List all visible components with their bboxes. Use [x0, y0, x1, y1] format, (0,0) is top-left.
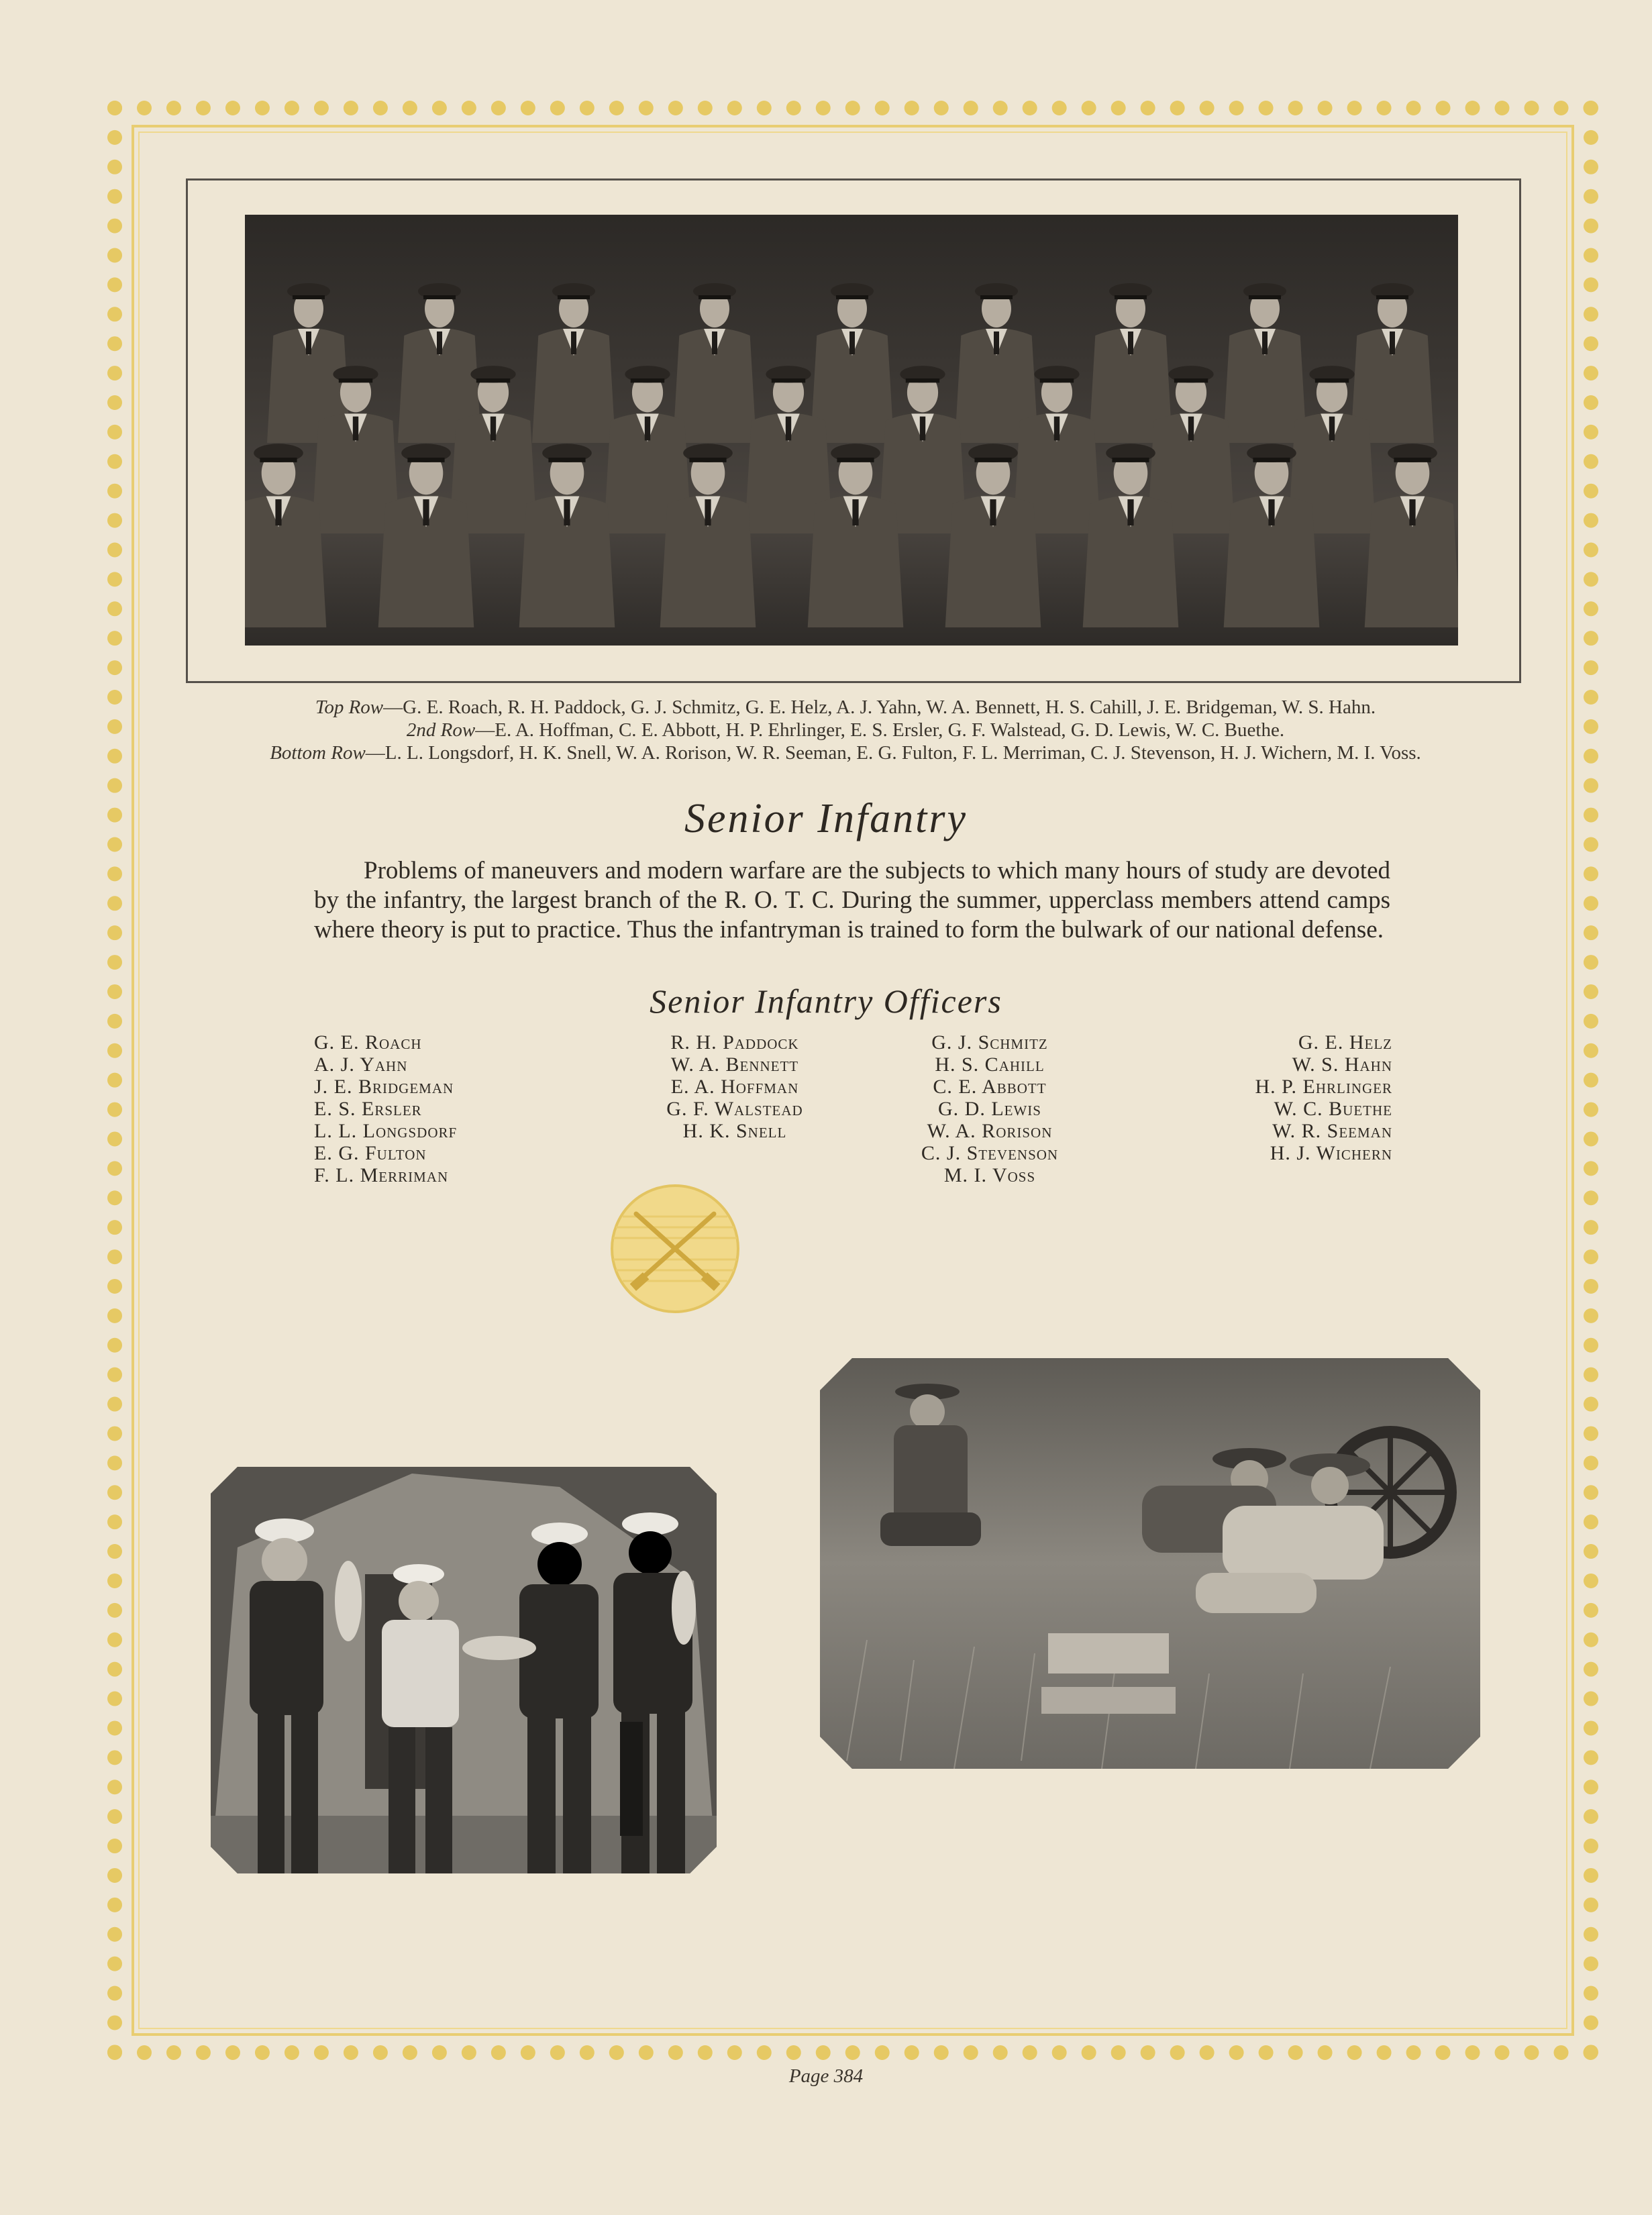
officer-name: W. R. Seeman	[1272, 1120, 1392, 1142]
officer-name: J. E. Bridgeman	[314, 1076, 454, 1098]
officer-name: L. L. Longsdorf	[314, 1120, 458, 1142]
vaccination-photo	[211, 1467, 717, 1873]
page-title: Senior Infantry	[684, 796, 968, 841]
group-photo-figures	[245, 215, 1458, 646]
officers-column-1	[314, 1031, 457, 1186]
officer-name: G. F. Walstead	[666, 1098, 803, 1120]
officer-name: G. E. Roach	[314, 1031, 422, 1053]
caption-top-row-label: Top Row	[315, 697, 384, 718]
officer-name: H. K. Snell	[682, 1120, 787, 1142]
cadet-figure	[532, 283, 615, 443]
officer-name: W. S. Hahn	[1292, 1053, 1392, 1076]
caption-bottom-row-label: Bottom Row	[270, 742, 366, 764]
caption-top-row-names: —G. E. Roach, R. H. Paddock, G. J. Schmitz, G. E. Helz, A. J. Yahn, W. A. Bennett, H. S. Cahill, J. E. Bridgeman, W. S. Hahn.	[383, 697, 1376, 718]
officer-name: C. J. Stevenson	[921, 1142, 1059, 1164]
officer-name: E. S. Ersler	[314, 1098, 422, 1120]
cadet-figure	[245, 444, 326, 627]
caption-bottom-row-names: —L. L. Longsdorf, H. K. Snell, W. A. Rorison, W. R. Seeman, E. G. Fulton, F. L. Merriman, C. J. Stevenson, H. J. Wichern, M. I. Voss.	[365, 742, 1421, 764]
cadet-figure	[1223, 283, 1306, 443]
officer-name: H. J. Wichern	[1270, 1142, 1392, 1164]
officer-name: W. A. Bennett	[670, 1053, 799, 1076]
officer-name: A. J. Yahn	[314, 1053, 408, 1076]
officer-name: G. E. Helz	[1298, 1031, 1392, 1053]
officer-name: M. I. Voss	[943, 1164, 1036, 1186]
officer-name: W. C. Buethe	[1274, 1098, 1392, 1120]
cadet-figure	[1365, 444, 1458, 627]
officer-name: E. G. Fulton	[314, 1142, 427, 1164]
caption-top-row	[161, 696, 1530, 719]
officers-heading: Senior Infantry Officers	[650, 982, 1002, 1020]
cadet-figure	[673, 283, 756, 443]
officers-column-2	[604, 1031, 866, 1142]
caption-second-row-names: —E. A. Hoffman, C. E. Abbott, H. P. Ehrlinger, E. S. Ersler, G. F. Walstead, G. D. Lewis, W. C. Buethe.	[475, 719, 1285, 741]
officer-name: W. A. Rorison	[927, 1120, 1053, 1142]
cadet-figure	[519, 444, 615, 627]
infantry-seal-icon	[609, 1183, 741, 1315]
officer-name: F. L. Merriman	[314, 1164, 449, 1186]
officer-name: H. S. Cahill	[935, 1053, 1045, 1076]
caption-bottom-row	[161, 741, 1530, 764]
cadet-figure	[811, 283, 894, 443]
officer-name: R. H. Paddock	[670, 1031, 799, 1053]
officer-name: G. D. Lewis	[938, 1098, 1041, 1120]
officer-name: C. E. Abbott	[933, 1076, 1047, 1098]
caption-second-row	[161, 719, 1530, 741]
officer-name: E. A. Hoffman	[670, 1076, 799, 1098]
group-photo	[245, 215, 1458, 646]
field-artillery-photo	[820, 1358, 1480, 1769]
intro-paragraph: Problems of maneuvers and modern warfare are the subjects to which many hours of study are devoted by the infantry, the largest branch of the R. O. T. C. During the summer, upperclass members attend camps where theory is put to practice. Thus the infantryman is trained to form the bulwark of our national defense.	[314, 857, 1390, 943]
officers-column-4	[1188, 1031, 1392, 1164]
officer-name: H. P. Ehrlinger	[1255, 1076, 1392, 1098]
officers-column-3	[856, 1031, 1124, 1186]
page-number: Page 384	[788, 2065, 864, 2087]
caption-second-row-label: 2nd Row	[406, 719, 476, 741]
officer-name: G. J. Schmitz	[931, 1031, 1048, 1053]
